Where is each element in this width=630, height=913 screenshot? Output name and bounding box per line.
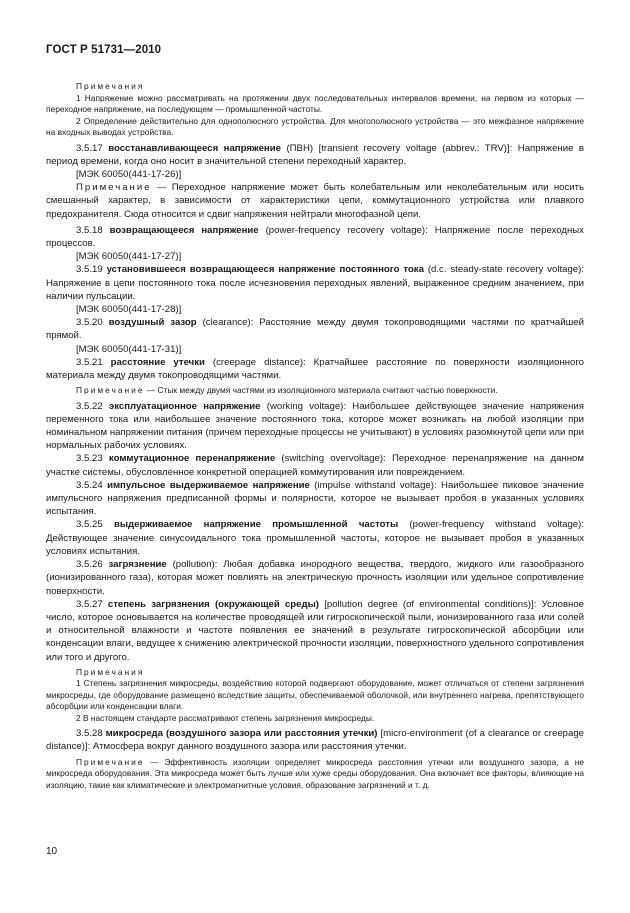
text: (power-frequency withstand voltage): Действующее значение синусоидального тока промышленной частоты, которое не вызывает пробоя в указанных условиях испытания. [46, 519, 584, 557]
text: 1 Степень загрязнения микросреды, воздействию которой подвергают оборудование, может отличаться от степени загрязнения микросреды, где оборудование размещено вследствие защиты, обеспечиваемой оболочкой, или внутреннего нагрева, препятствующего абсорбции или конденсации влаги. [46, 678, 584, 712]
document-body [46, 78, 584, 791]
page-number: 10 [46, 846, 58, 857]
term: выдерживаемое напряжение промышленной частоты [113, 519, 399, 531]
text: 3.5.28 [76, 728, 106, 740]
text: (pollution): Любая добавка инородного вещества, твердого, жидкого или газообразного (ионизированного газа), которая может повлиять на электрическую прочность изоляции или удельное сопротивление поверхности. [46, 559, 584, 597]
note-label: Примечание [76, 385, 145, 396]
text: 3.5.21 [76, 356, 111, 368]
paragraph [46, 116, 584, 139]
reference-line [46, 250, 584, 263]
paragraph [46, 678, 584, 713]
text: — Стык между двумя частями из изоляционного материала считают частью поверхности. [144, 385, 498, 396]
text: — Переходное напряжение может быть колебательным или неколебательным или носить смешанный характер, в зависимости от характеристики цепи, коммутационного устройства или плавкого предохранителя. Сюда относится и сдвиг напряжения нейтрали многофазной цепи. [46, 182, 584, 220]
text: (switching overvoltage): Переходное перенапряжение на данном участке системы, обусловленное конкретной операцией коммутирования или повреждением. [46, 453, 584, 478]
text: (power-frequency recovery voltage): Напряжение после переходных процессов. [46, 224, 584, 249]
term-definition [46, 727, 584, 753]
text: (clearance): Расстояние между двумя токопроводящими частями по кратчайшей прямой. [46, 317, 584, 342]
text: [МЭК 60050(441-17-31)] [76, 343, 182, 355]
text: [micro-environment (of a clearance or creepage distance)]: Атмосфера вокруг данного воздушного зазора или расстояния утечки. [46, 728, 584, 753]
text: 3.5.26 [76, 559, 109, 571]
reference-line [46, 343, 584, 356]
note-label: Примечание [76, 756, 145, 767]
term: импульсное выдерживаемое напряжение [107, 479, 310, 491]
note-paragraph [46, 667, 584, 679]
text: 2 В настоящем стандарте рассматривают степень загрязнения микросреды. [76, 712, 375, 723]
term-definition [46, 400, 584, 453]
note-paragraph [46, 385, 584, 397]
text: — Эффективность изоляции определяет микросреда расстояния утечки или воздушного зазора, а не микросреда оборудования. Эта микросреда может быть лучше или хуже среды оборудования. Она включает все факторы, влияющие на изоляцию, такие как климатические и электромагнитные условия, образование загрязнений и т. д. [46, 756, 584, 790]
text: 3.5.20 [76, 317, 109, 329]
term: загрязнение [108, 559, 167, 571]
text: (d.c. steady-state recovery voltage): Напряжение в цепи постоянного тока после исчезновения переходных явлений, выраженное средним значением, при наличии пульсации. [46, 264, 585, 302]
text: 3.5.24 [76, 479, 108, 491]
term: расстояние утечки [110, 356, 205, 368]
note-label: Примечание [76, 182, 152, 194]
reference-line [46, 168, 584, 181]
term-definition [46, 452, 584, 478]
term-definition [46, 316, 584, 342]
term-definition [46, 356, 584, 382]
term: восстанавливающееся напряжение [108, 142, 281, 154]
text: [МЭК 60050(441-17-28)] [76, 303, 182, 315]
term: воздушный зазор [108, 317, 197, 329]
note-label: Примечания [76, 81, 145, 91]
term: степень загрязнения (окружающей среды) [107, 598, 319, 610]
term-definition [46, 142, 584, 168]
term-definition [46, 263, 584, 303]
term-definition [46, 479, 584, 519]
text: 3.5.17 [76, 142, 109, 154]
term-definition [46, 224, 584, 250]
text: 3.5.25 [76, 519, 114, 531]
note-label: Примечания [76, 666, 145, 677]
text: (impulse withstand voltage): Наибольшее пиковое значение импульсного напряжения предписанной формы и полярности, которое не вызывает пробоя в указанных условиях испытания. [46, 479, 585, 518]
reference-line [46, 303, 584, 316]
text: 3.5.23 [76, 453, 109, 465]
text: 2 Определение действительно для однополюсного устройства. Для многополюсного устройства — это межфазное напряжение на входных выводах устройства. [46, 115, 584, 137]
term: возвращающееся напряжение [109, 224, 259, 236]
note-paragraph [46, 181, 584, 221]
text: 3.5.19 [76, 264, 107, 276]
term: микросреда (воздушного зазора или расстояния утечки) [105, 728, 378, 740]
text: [МЭК 60050(441-17-27)] [76, 251, 182, 263]
text: 1 Напряжение можно рассматривать на протяжении двух последовательных интервалов времени, на первом из которых — переходное напряжение, на последующем — промышленной частоты. [46, 92, 584, 114]
term-definition [46, 598, 584, 664]
note-paragraph [46, 757, 584, 792]
term: установившееся возвращающееся напряжение постоянного тока [106, 264, 424, 276]
text: 3.5.22 [76, 400, 109, 412]
term: эксплуатационное напряжение [108, 400, 261, 412]
term-definition [46, 518, 584, 558]
text: 3.5.18 [76, 224, 110, 236]
note-paragraph [46, 81, 584, 93]
text: [МЭК 60050(441-17-26)] [76, 168, 182, 180]
text: (ПВН) [transient recovery voltage (abbrev.: TRV)]: Напряжение в период времени, когда оно носит в значительной степени переходный характер. [46, 142, 585, 167]
text: 3.5.27 [76, 598, 108, 610]
text: (working voltage): Наибольшее действующее значение напряжения переменного тока или наибольшее значение постоянного тока, которое может возникать на любой изоляции при номинальном напряжении питания (причем переходные процессы не учитывают) в условиях разомкнутой цепи или при нормальных рабочих условиях. [46, 400, 584, 452]
text: (creepage distance): Кратчайшее расстояние по поверхности изоляционного материала между двумя токопроводящими частями. [46, 356, 585, 381]
document-header: ГОСТ Р 51731—2010 [46, 44, 162, 56]
term-definition [46, 558, 584, 598]
paragraph [46, 93, 584, 116]
term: коммутационное перенапряжение [108, 453, 276, 465]
paragraph [46, 713, 584, 725]
text: [pollution degree (of environmental conditions)]: Условное число, которое основывается на количестве проводящей или гигроскопической пыли, ионизированного газа или солей и относительной влажности и частоте появления ее значений в результате гигроскопической абсорбции или конденсации влаги, ведущее к снижению электрической прочности изоляции, поверхностного удельного сопротивления или того и другого. [46, 598, 585, 663]
